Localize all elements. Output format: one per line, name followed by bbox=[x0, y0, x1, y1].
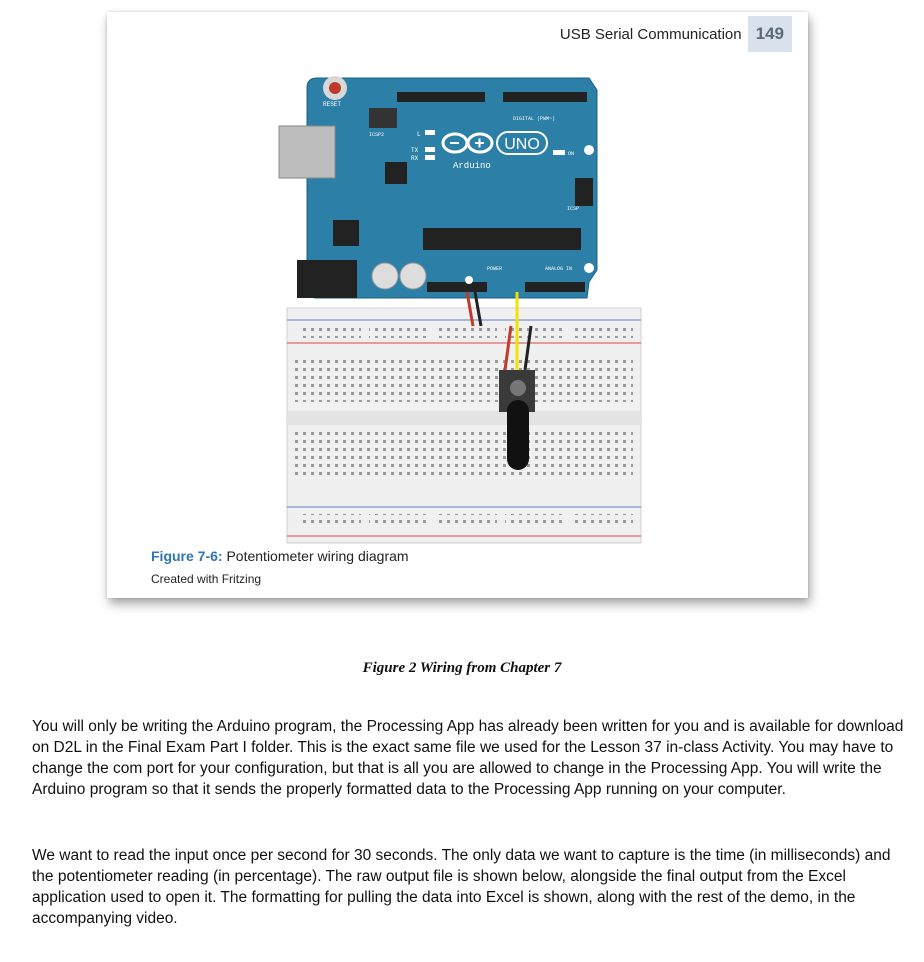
arduino-board bbox=[279, 76, 597, 298]
digital-label: DIGITAL (PWM~) bbox=[513, 116, 556, 122]
breadboard bbox=[287, 308, 641, 543]
analog-header bbox=[525, 282, 585, 292]
document-figure-caption: Figure 2 Wiring from Chapter 7 bbox=[362, 660, 562, 676]
reset-label: RESET bbox=[323, 101, 342, 108]
arduino-label: Arduino bbox=[453, 161, 491, 171]
l-led-label: L bbox=[417, 131, 421, 138]
page-header bbox=[560, 16, 792, 52]
figure-caption-text: Potentiometer wiring diagram bbox=[222, 548, 409, 564]
figure-credit: Created with Fritzing bbox=[151, 572, 262, 586]
digital-header-right bbox=[503, 92, 587, 102]
rx-label: RX bbox=[411, 155, 419, 162]
on-label: ON bbox=[568, 151, 575, 157]
icsp-label: ICSP bbox=[567, 206, 580, 212]
usb-port bbox=[279, 126, 335, 178]
icsp2-label: ICSP2 bbox=[369, 132, 385, 138]
figure-caption bbox=[151, 548, 409, 564]
atmega-chip bbox=[423, 228, 581, 250]
power-label: POWER bbox=[487, 266, 503, 272]
paragraph-1: You will only be writing the Arduino program, the Processing App has already been written for you and is available for download on D2L in the Final Exam Part I folder. This is the exact same file we used for the Lesson 37 in-class Activity. You may have to change the com port for your configuration, but that is all you are allowed to change in the Processing App. You will write the Arduino program so that it sends the properly formatted data to the Processing App running on your computer. bbox=[32, 718, 904, 798]
page-number: 149 bbox=[748, 16, 792, 52]
paragraph-2: We want to read the input once per second for 30 seconds. The only data we want to capture is the time (in milliseconds) and the potentiometer reading (in percentage). The raw output file is shown below, alongside the final output from the Excel application used to open it. The formatting for pulling the data into Excel is shown, along with the rest of the demo, in the accompanying video. bbox=[32, 847, 891, 927]
header-title: USB Serial Communication bbox=[559, 25, 742, 43]
wiring-diagram bbox=[277, 70, 757, 548]
power-header bbox=[427, 282, 487, 292]
power-jack bbox=[297, 260, 357, 298]
tx-label: TX bbox=[411, 147, 419, 154]
uno-label: UNO bbox=[504, 136, 540, 153]
figure-card bbox=[107, 12, 808, 598]
figure-label: Figure 7-6: bbox=[151, 548, 223, 564]
digital-header-left bbox=[397, 92, 485, 102]
analog-in-label: ANALOG IN bbox=[545, 266, 573, 272]
